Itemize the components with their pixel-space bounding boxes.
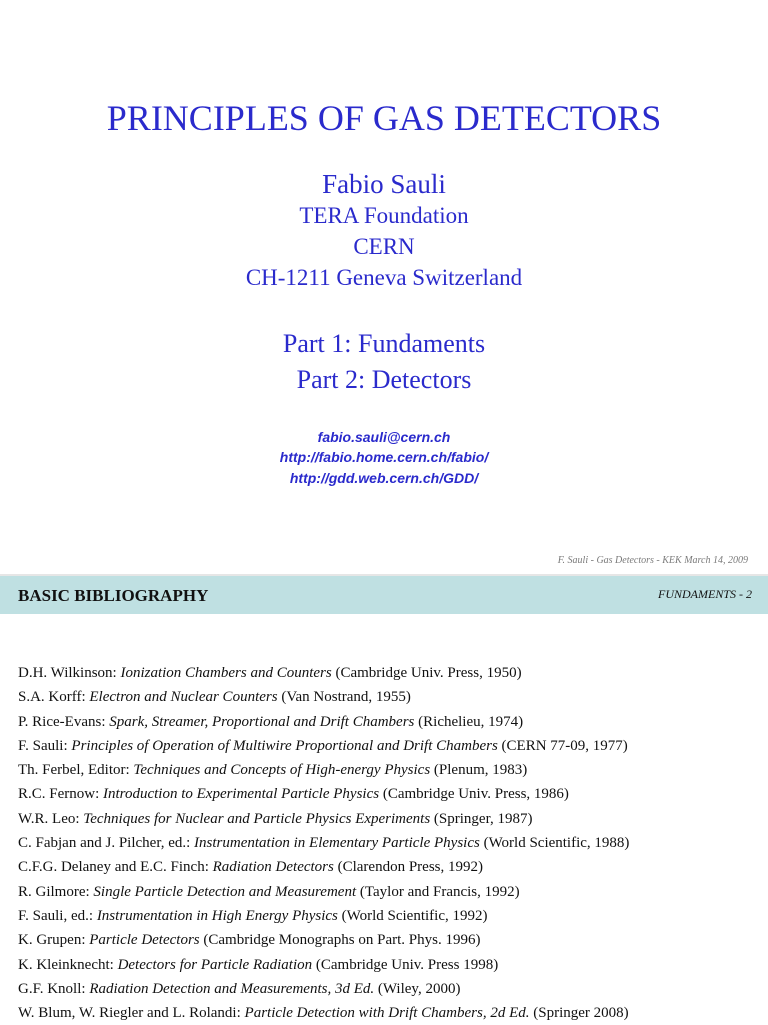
entry-author: R. Gilmore: <box>18 883 94 900</box>
slide-header-bar <box>0 576 768 614</box>
bibliography-entry <box>18 1001 629 1025</box>
entry-title: Detectors for Particle Radiation <box>117 956 313 973</box>
entry-publisher: (Springer 2008) <box>529 1005 629 1022</box>
gdd-link[interactable]: http://gdd.web.cern.ch/GDD/ <box>289 470 479 486</box>
part-1-label: Part 1: Fundaments <box>282 329 486 358</box>
entry-title: Particle Detectors <box>89 932 200 949</box>
bibliography-entry <box>18 855 629 879</box>
entry-author: S.A. Korff: <box>18 689 90 706</box>
entry-title: Electron and Nuclear Counters <box>89 689 278 706</box>
affiliation-line-1: TERA Foundation <box>299 203 469 228</box>
entry-author: F. Sauli: <box>18 737 72 754</box>
entry-author: R.C. Fernow: <box>18 786 104 803</box>
entry-publisher: (Clarendon Press, 1992) <box>333 859 484 876</box>
entry-title: Techniques and Concepts of High-energy Physics <box>133 762 431 779</box>
affiliation-line-2: CERN <box>353 234 415 259</box>
entry-publisher: (Springer, 1987) <box>430 810 533 827</box>
bibliography-entry <box>18 734 629 758</box>
entry-title: Ionization Chambers and Counters <box>120 665 332 681</box>
bibliography-entry <box>18 807 629 831</box>
bibliography-entry <box>18 928 629 952</box>
slide-title: PRINCIPLES OF GAS DETECTORS <box>106 98 662 138</box>
entry-title: Principles of Operation of Multiwire Proportional and Drift Chambers <box>71 737 498 754</box>
entry-title: Radiation Detectors <box>212 859 334 876</box>
entry-title: Particle Detection with Drift Chambers, 2d Ed. <box>244 1005 530 1022</box>
entry-publisher: (Van Nostrand, 1955) <box>277 689 411 706</box>
entry-title: Techniques for Nuclear and Particle Physics Experiments <box>83 810 431 827</box>
entry-author: K. Grupen: <box>18 932 90 949</box>
bibliography-entry <box>18 880 629 904</box>
entry-publisher: (CERN 77-09, 1977) <box>497 737 628 754</box>
entry-publisher: (Plenum, 1983) <box>430 762 528 779</box>
bibliography-entry <box>18 758 629 782</box>
entry-publisher: (Wiley, 2000) <box>374 980 461 997</box>
bibliography-entry <box>18 661 629 685</box>
entry-publisher: (Taylor and Francis, 1992) <box>356 883 520 900</box>
bibliography-entry <box>18 904 629 928</box>
entry-publisher: (Cambridge Univ. Press, 1986) <box>379 786 569 803</box>
entry-author: G.F. Knoll: <box>18 980 90 997</box>
section-tag: FUNDAMENTS - 2 <box>658 587 752 601</box>
entry-publisher: (World Scientific, 1992) <box>337 907 488 924</box>
author-name: Fabio Sauli <box>322 169 446 199</box>
entry-author: P. Rice-Evans: <box>18 713 110 730</box>
bibliography-entry <box>18 831 629 855</box>
entry-publisher: (Cambridge Univ. Press 1998) <box>312 956 499 973</box>
bibliography-list <box>18 661 629 1025</box>
bibliography-entry <box>18 977 629 1001</box>
affiliation-line-3: CH-1211 Geneva Switzerland <box>245 265 523 290</box>
part-2-label: Part 2: Detectors <box>296 365 472 394</box>
homepage-link[interactable]: http://fabio.home.cern.ch/fabio/ <box>279 449 489 465</box>
bibliography-entry <box>18 782 629 806</box>
entry-title: Radiation Detection and Measurements, 3d Ed. <box>89 980 375 997</box>
entry-author: W.R. Leo: <box>18 810 84 827</box>
entry-publisher: (World Scientific, 1988) <box>479 835 630 852</box>
entry-author: C.F.G. Delaney and E.C. Finch: <box>18 859 213 876</box>
entry-title: Single Particle Detection and Measurement <box>93 883 357 900</box>
entry-title: Spark, Streamer, Proportional and Drift Chambers <box>109 713 415 730</box>
email-link[interactable]: fabio.sauli@cern.ch <box>317 429 451 445</box>
section-heading: BASIC BIBLIOGRAPHY <box>18 586 209 605</box>
entry-author: D.H. Wilkinson: <box>18 665 121 681</box>
entry-author: F. Sauli, ed.: <box>18 907 97 924</box>
entry-title: Introduction to Experimental Particle Physics <box>103 786 380 803</box>
entry-author: C. Fabjan and J. Pilcher, ed.: <box>18 835 195 852</box>
bibliography-entry <box>18 710 629 734</box>
entry-publisher: (Richelieu, 1974) <box>414 713 524 730</box>
entry-author: W. Blum, W. Riegler and L. Rolandi: <box>18 1005 245 1022</box>
entry-publisher: (Cambridge Monographs on Part. Phys. 1996) <box>199 932 481 949</box>
entry-title: Instrumentation in High Energy Physics <box>96 907 338 924</box>
slide-footer: F. Sauli - Gas Detectors - KEK March 14, 2009 <box>557 555 748 566</box>
bibliography-entry <box>18 953 629 977</box>
bibliography-slide <box>0 576 768 1024</box>
bibliography-entry <box>18 685 629 709</box>
entry-author: K. Kleinknecht: <box>18 956 118 973</box>
entry-publisher: (Cambridge Univ. Press, 1950) <box>331 665 522 681</box>
entry-title: Instrumentation in Elementary Particle Physics <box>194 835 480 852</box>
entry-author: Th. Ferbel, Editor: <box>18 762 134 779</box>
